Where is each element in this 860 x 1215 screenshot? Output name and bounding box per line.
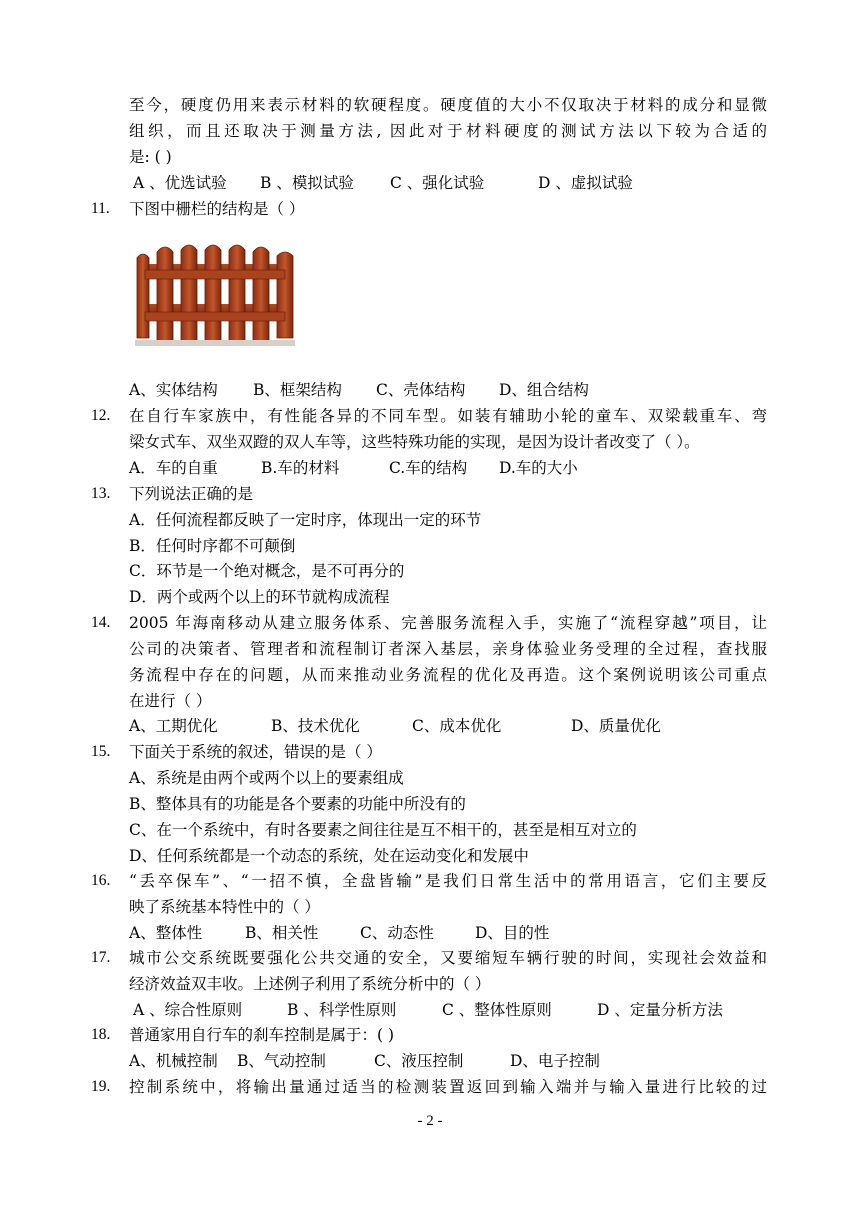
q16-option-a: A、整体性 [129, 924, 203, 942]
q16-line2: 映了系统基本特性中的（ ） [129, 898, 320, 916]
q18-stem: 普通家用自行车的刹车控制是属于：( ) [129, 1026, 395, 1044]
q14-line2: 公司的决策者、管理者和流程制订者深入基层，亲身体验业务受理的全过程，查找服 [129, 640, 767, 658]
q17-line2: 经济效益双丰收。上述例子利用了系统分析中的（ ） [129, 975, 491, 993]
q17-line1: 城市公交系统既要强化公共交通的安全，又要缩短车辆行驶的时间，实现社会效益和 [129, 949, 767, 967]
q14-option-d: D、质量优化 [571, 717, 661, 735]
q15-option-c: C、在一个系统中，有时各要素之间往往是互不相干的，甚至是相互对立的 [129, 821, 637, 839]
q11-option-b: B、框架结构 [253, 381, 342, 399]
q12-option-b: B.车的材料 [261, 459, 340, 477]
q15-stem: 下面关于系统的叙述，错误的是（ ） [129, 743, 382, 761]
q15-option-d: D、任何系统都是一个动态的系统，处在运动变化和发展中 [129, 847, 529, 865]
q10-option-a: A 、优选试验 [133, 174, 227, 192]
q14-line1: 2005 年海南移动从建立服务体系、完善服务流程入手，实施了“流程穿越”项目，让 [129, 614, 767, 632]
q18-option-b: B、气动控制 [237, 1052, 326, 1070]
q17-option-a: A 、综合性原则 [133, 1001, 243, 1019]
q17-number: 17. [91, 949, 111, 966]
q10-option-b: B 、模拟试验 [260, 174, 354, 192]
wooden-fence-image [131, 234, 299, 356]
q10-line2: 组织，而且还取决于测量方法, 因此对于材料硬度的测试方法以下较为合适的 [129, 122, 767, 140]
q19-number: 19. [91, 1078, 111, 1095]
q11-option-c: C、壳体结构 [376, 381, 466, 399]
q17-option-c: C 、整体性原则 [442, 1001, 552, 1019]
q14-number: 14. [91, 614, 111, 631]
q18-option-d: D、电子控制 [510, 1052, 600, 1070]
q16-line1: “丢卒保车”、“一招不慎，全盘皆输”是我们日常生活中的常用语言，它们主要反 [129, 872, 767, 890]
q14-option-c: C、成本优化 [412, 717, 502, 735]
q12-line2: 梁女式车、双坐双蹬的双人车等，这些特殊功能的实现，是因为设计者改变了（ ）。 [129, 433, 700, 451]
q11-stem: 下图中栅栏的结构是（ ） [129, 200, 305, 218]
q11-option-d: D、组合结构 [499, 381, 589, 399]
q13-option-b: B．任何时序都不可颠倒 [129, 537, 296, 555]
q18-option-c: C、液压控制 [374, 1052, 464, 1070]
page-number: - 2 - [417, 1113, 443, 1129]
q19-line1: 控制系统中，将输出量通过适当的检测装置返回到输入端并与输入量进行比较的过 [129, 1078, 767, 1096]
q14-line3: 务流程中存在的问题，从而来推动业务流程的优化及再造。这个案例说明该公司重点 [129, 666, 767, 684]
q12-number: 12. [91, 407, 111, 424]
q14-option-b: B、技术优化 [271, 717, 360, 735]
q10-line3: 是: ( ) [129, 148, 172, 166]
q18-option-a: A、机械控制 [129, 1052, 218, 1070]
q13-stem: 下列说法正确的是 [129, 485, 254, 503]
q15-option-b: B、整体具有的功能是各个要素的功能中所没有的 [129, 795, 466, 813]
q10-option-c: C 、强化试验 [390, 174, 485, 192]
q16-option-c: C、动态性 [360, 924, 434, 942]
q16-option-d: D、目的性 [475, 924, 550, 942]
q12-option-d: D.车的大小 [499, 459, 578, 477]
q15-option-a: A、系统是由两个或两个以上的要素组成 [129, 769, 404, 787]
q15-number: 15. [91, 743, 111, 760]
q16-option-b: B、相关性 [245, 924, 319, 942]
q10-option-d: D 、虚拟试验 [538, 174, 633, 192]
q13-option-d: D．两个或两个以上的环节就构成流程 [129, 588, 390, 606]
q14-option-a: A、工期优化 [129, 717, 218, 735]
q14-line4: 在进行（ ） [129, 692, 212, 710]
q11-option-a: A、实体结构 [129, 381, 218, 399]
q13-option-a: A．任何流程都反映了一定时序，体现出一定的环节 [129, 511, 482, 529]
q12-option-c: C.车的结构 [389, 459, 468, 477]
q12-line1: 在自行车家族中，有性能各异的不同车型。如装有辅助小轮的童车、双梁载重车、弯 [129, 407, 767, 425]
q13-option-c: C．环节是一个绝对概念，是不可再分的 [129, 562, 405, 580]
q11-number: 11. [91, 200, 110, 217]
q13-number: 13. [91, 485, 111, 502]
q17-option-d: D 、定量分析方法 [597, 1001, 723, 1019]
q10-line1: 至今，硬度仍用来表示材料的软硬程度。硬度值的大小不仅取决于材料的成分和显微 [129, 96, 767, 114]
q18-number: 18. [91, 1026, 111, 1043]
q17-option-b: B 、科学性原则 [287, 1001, 397, 1019]
q12-option-a: A．车的自重 [129, 459, 218, 477]
q16-number: 16. [91, 872, 111, 889]
